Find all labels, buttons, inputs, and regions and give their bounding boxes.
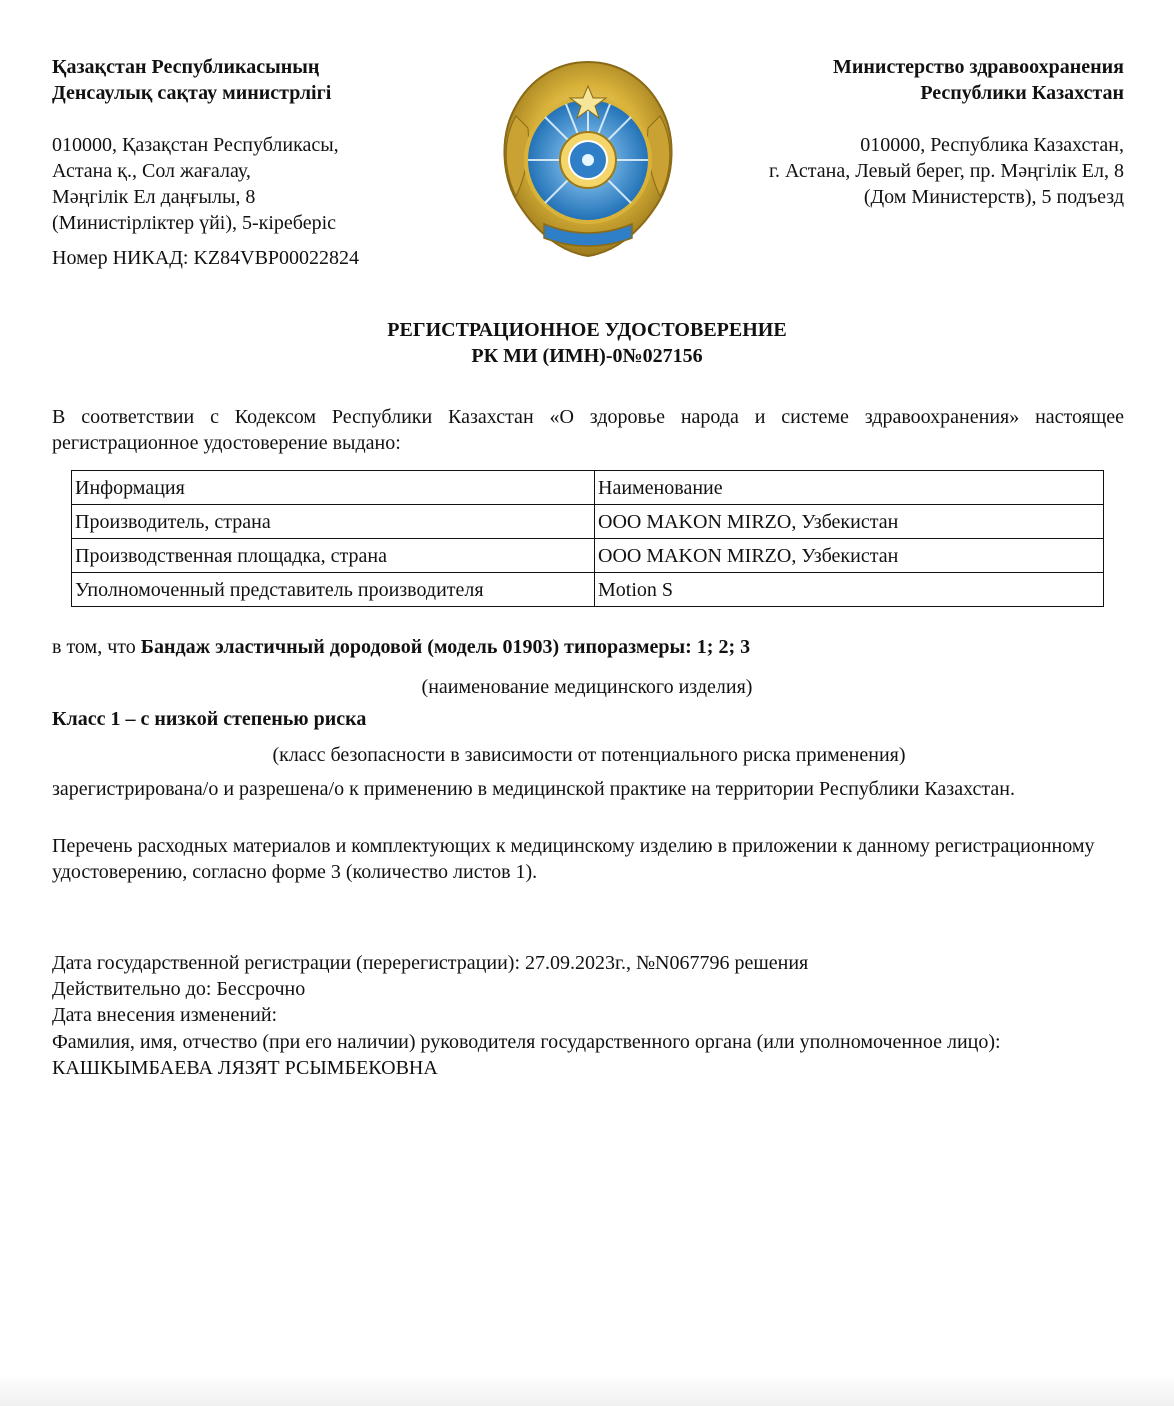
header-right: [684, 54, 1124, 210]
document-title-line1: РЕГИСТРАЦИОННОЕ УДОСТОВЕРЕНИЕ: [387, 319, 787, 341]
document-title: [0, 317, 1174, 369]
device-statement: [52, 634, 1132, 660]
table-cell: Информация: [72, 471, 595, 505]
nikad-number: Номер НИКАД: KZ84VBP00022824: [52, 247, 360, 269]
info-table: [71, 470, 1104, 607]
table-row: [72, 573, 1104, 607]
org-name-ru-line2: Республики Казахстан: [920, 82, 1124, 104]
changes-date: Дата внесения изменений:: [52, 1004, 278, 1026]
table-cell: Производственная площадка, страна: [72, 539, 595, 573]
registration-date: Дата государственной регистрации (перерегистрации): 27.09.2023г., №N067796 решения: [52, 952, 809, 974]
address-kz-line4: (Министірліктер үйі), 5-кіреберіс: [52, 212, 337, 234]
table-row: [72, 471, 1104, 505]
address-ru-line2: г. Астана, Левый берег, пр. Мәңгілік Ел, 8: [769, 160, 1124, 182]
device-name: Бандаж эластичный дородовой (модель 01903) типоразмеры: 1; 2; 3: [140, 636, 751, 658]
intro-paragraph: В соответствии с Кодексом Республики Казахстан «О здоровье народа и системе здравоохранения» настоящее регистрационное удостоверение выдано:: [52, 406, 1124, 454]
org-name-kz-line2: Денсаулық сақтау министрлігі: [52, 82, 332, 104]
risk-class: Класс 1 – с низкой степенью риска: [52, 708, 367, 730]
address-kz-line2: Астана қ., Сол жағалау,: [52, 160, 251, 182]
device-caption: (наименование медицинского изделия): [421, 676, 753, 698]
state-emblem-icon: [486, 56, 690, 260]
org-name-kz-line1: Қазақстан Республикасының: [52, 56, 320, 78]
valid-until: Действительно до: Бессрочно: [52, 978, 306, 1000]
registered-paragraph: зарегистрирована/о и разрешена/о к применению в медицинской практике на территории Республики Казахстан.: [52, 778, 1015, 800]
head-of-agency: Фамилия, имя, отчество (при его наличии) руководителя государственного органа (или уполномоченное лицо): КАШКЫМБАЕВА ЛЯЗЯТ РСЫМБЕКОВНА: [52, 1031, 1001, 1079]
table-cell: ООО MAKON MIRZO, Узбекистан: [595, 539, 1104, 573]
address-kz-line3: Мәңгілік Ел даңғылы, 8: [52, 186, 256, 208]
supplies-paragraph: Перечень расходных материалов и комплектующих к медицинскому изделию в приложении к данному регистрационному удостоверению, согласно форме 3 (количество листов 1).: [52, 835, 1095, 883]
table-cell: Наименование: [595, 471, 1104, 505]
table-row: [72, 539, 1104, 573]
page-bottom-edge: [0, 1374, 1174, 1406]
address-kz-line1: 010000, Қазақстан Республикасы,: [52, 134, 339, 156]
risk-caption: (класс безопасности в зависимости от потенциального риска применения): [272, 744, 906, 766]
table-cell: ООО MAKON MIRZO, Узбекистан: [595, 505, 1104, 539]
address-ru-line1: 010000, Республика Казахстан,: [860, 134, 1124, 156]
header-left: [52, 54, 472, 271]
table-cell: Производитель, страна: [72, 505, 595, 539]
org-name-ru-line1: Министерство здравоохранения: [833, 56, 1124, 78]
certificate-number: РК МИ (ИМН)-0№027156: [471, 345, 703, 367]
table-cell: Уполномоченный представитель производителя: [72, 573, 595, 607]
table-row: [72, 505, 1104, 539]
state-emblem: [486, 56, 690, 260]
address-ru-line3: (Дом Министерств), 5 подъезд: [863, 186, 1124, 208]
device-prefix: в том, что: [52, 636, 141, 658]
table-cell: Motion S: [595, 573, 1104, 607]
